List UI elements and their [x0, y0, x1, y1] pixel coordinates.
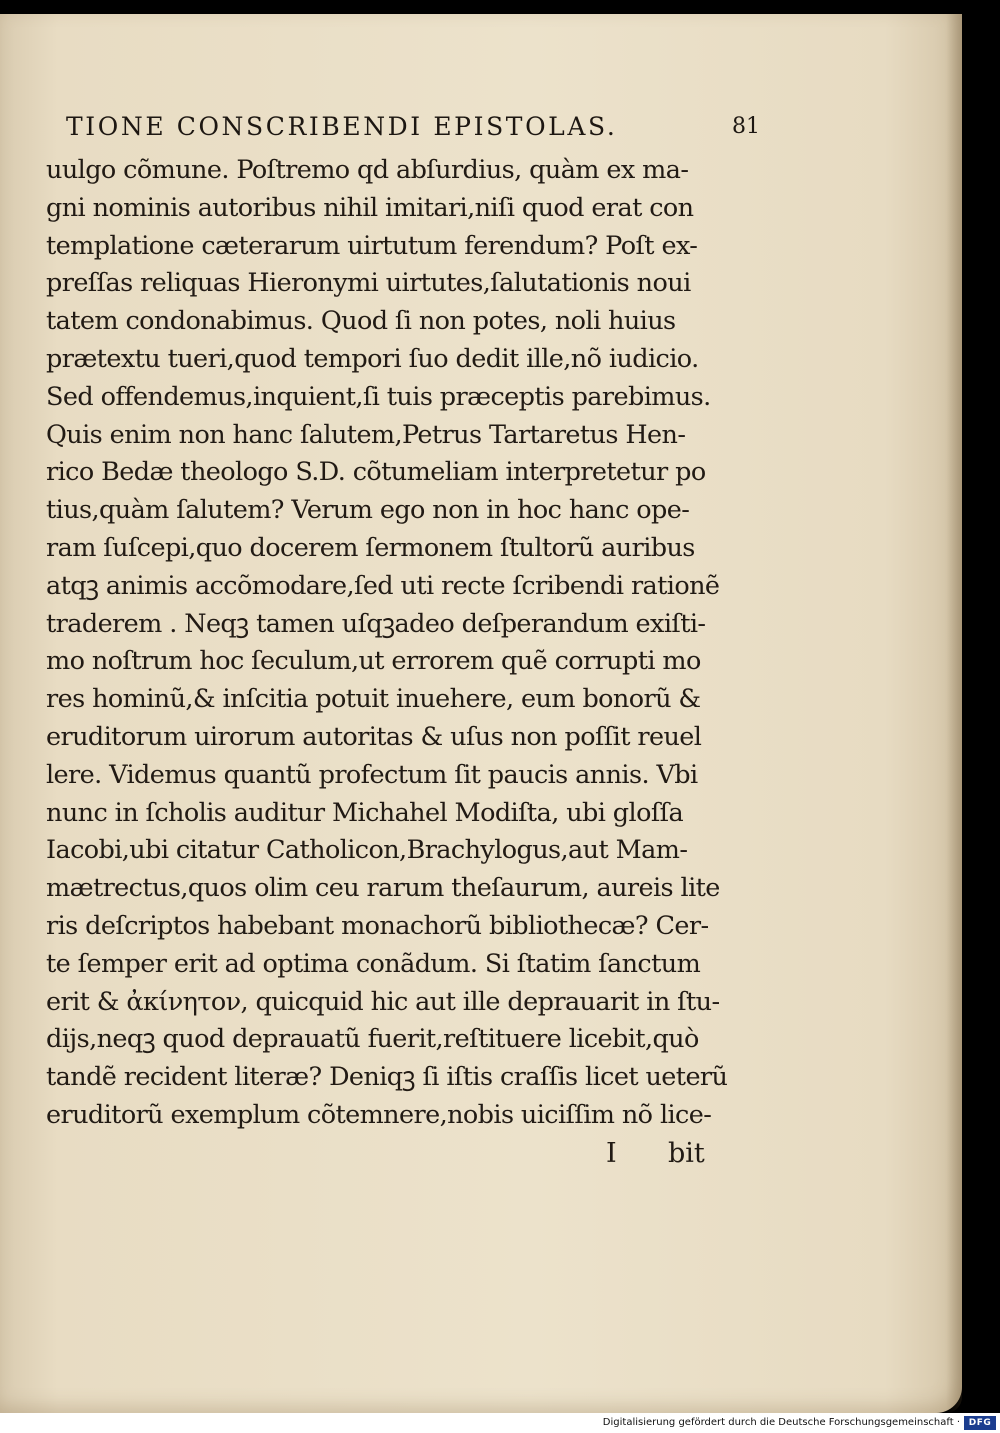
text-line: nunc in ſcholis auditur Michahel Modiſta, ubi gloſſa [46, 797, 684, 828]
text-line: eruditorũ exemplum cõtemnere,nobis uiciſſim nõ lice- [46, 1099, 712, 1130]
text-line: atqꝫ animis accõmodare,ſed uti recte ſcribendi rationẽ [46, 570, 720, 601]
text-line: prætextu tueri,quod tempori ſuo dedit ille,nõ iudicio. [46, 343, 699, 374]
text-line: Quis enim non hanc ſalutem,Petrus Tartaretus Hen- [46, 419, 686, 450]
catchword: bit [668, 1138, 705, 1169]
text-line: mo noſtrum hoc ſeculum,ut errorem quẽ corrupti mo [46, 646, 701, 677]
text-line: Sed offendemus,inquient,ſi tuis præceptis parebimus. [46, 381, 711, 412]
text-line: tatem condonabimus. Quod ſi non potes, noli huius [46, 306, 676, 337]
page-foot [606, 1138, 736, 1174]
text-line: Iacobi,ubi citatur Catholicon,Brachylogus,aut Mam- [46, 835, 688, 866]
body-text [46, 152, 736, 1135]
text-line: mætrectus,quos olim ceu rarum theſaurum, aureis lite [46, 873, 720, 904]
text-line: tandẽ recident literæ? Deniqꝫ ſi iſtis craſſis licet ueterũ [46, 1062, 728, 1093]
text-line: lere. Videmus quantũ profectum ſit paucis annis. Vbi [46, 759, 698, 790]
folio-number: 81 [732, 114, 760, 139]
text-line: erit & ἀκίνητον, quicquid hic aut ille deprauarit in ſtu- [46, 986, 720, 1017]
text-line: gni nominis autoribus nihil imitari,niſi quod erat con [46, 192, 694, 223]
text-line: ram ſuſcepi,quo docerem ſermonem ſtultorũ auribus [46, 532, 695, 563]
page-header [66, 112, 766, 146]
signature-mark: I [606, 1138, 617, 1169]
dfg-logo: DFG [964, 1416, 996, 1430]
digitization-footer [0, 1413, 1000, 1433]
text-line: te ſemper erit ad optima conãdum. Si ſtatim ſanctum [46, 948, 701, 979]
text-line: tius,quàm ſalutem? Verum ego non in hoc hanc ope- [46, 495, 690, 526]
text-line: res hominũ,& inſcitia potuit inuehere, eum bonorũ & [46, 684, 701, 715]
running-head: TIONE CONSCRIBENDI EPISTOLAS. [66, 112, 618, 141]
text-line: dijs,neqꝫ quod deprauatũ fuerit,reſtituere licebit,quò [46, 1024, 699, 1055]
page-edge-shadow [946, 14, 962, 1413]
text-line: ris deſcriptos habebant monachorũ bibliothecæ? Cer- [46, 910, 709, 941]
text-line: traderem . Neqꝫ tamen uſqꝫadeo deſperandum exiſti- [46, 608, 706, 639]
text-line: eruditorum uirorum autoritas & uſus non poſſit reuel [46, 721, 702, 752]
text-line: templatione cæterarum uirtutum ferendum? Poſt ex- [46, 230, 698, 261]
funding-credit: Digitalisierung gefördert durch die Deutsche Forschungsgemeinschaft · [602, 1417, 960, 1428]
text-line: rico Bedæ theologo S.D. cõtumeliam interpretetur po [46, 457, 706, 488]
text-line: uulgo cõmune. Poſtremo qd abſurdius, quàm ex ma- [46, 155, 689, 185]
text-line: preſſas reliquas Hieronymi uirtutes,ſalutationis noui [46, 268, 691, 299]
